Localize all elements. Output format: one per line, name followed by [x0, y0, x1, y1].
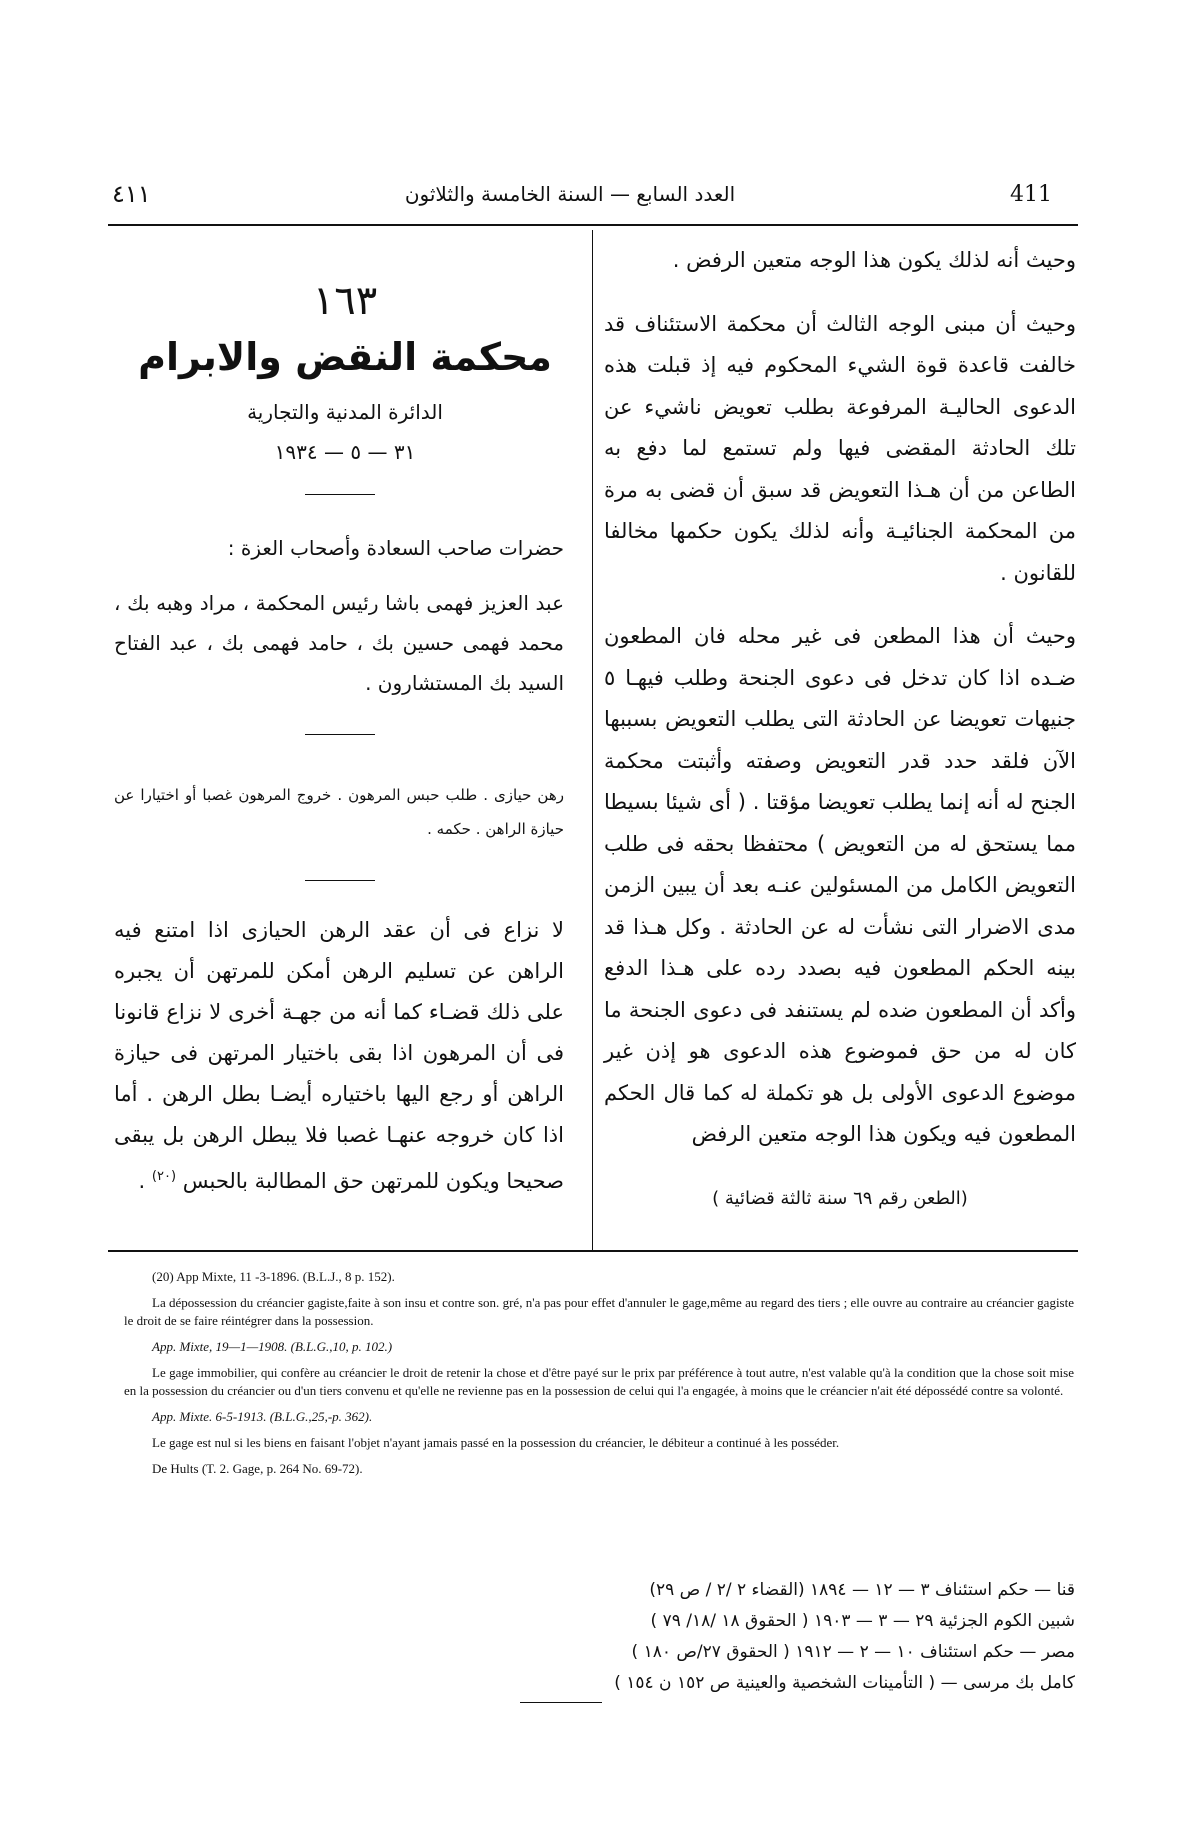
footnote-para-1: La dépossession du créancier gagiste,faite à son insu et contre son. gré, n'a pas pour effet d'annuler le gage,même au regard des tiers ; elle ouvre au contraire au créancier gagiste le droit de se faire réintégrer dans la possession. — [124, 1295, 1074, 1328]
keywords-separator — [305, 880, 375, 881]
right-column — [604, 240, 1076, 1156]
judges-names: عبد العزيز فهمى باشا رئيس المحكمة ، مراد وهبه بك ، محمد فهمى حسين بك ، حامد فهمى بك ، عبد الفتاح السيد بك المستشارون . — [114, 591, 564, 695]
footnote-ref-1: (20) App Mixte, 11 -3-1896. (B.L.J., 8 p. 152). — [152, 1269, 395, 1284]
footnote-ref-2: App. Mixte, 19—1—1908. (B.L.G.,10, p. 102.) — [152, 1339, 393, 1354]
principle-text: لا نزاع فى أن عقد الرهن الحيازى اذا امتنع فيه الراهن عن تسليم الرهن أمكن للمرتهن أن يجبره على ذلك قضـاء كما أنه من جهـة أخرى لا نزاع قانونا فى أن المرهون اذا بقى باختيار المرتهن فى حيازة الراهن أو رجع اليها باختياره أيضـا بطل الرهن . أما اذا كان خروجه عنهـا غصبا فلا يبطل الرهن بل يبقى صحيحا ويكون للمرتهن حق المطالبة بالحبس — [114, 918, 564, 1193]
right-paragraph-3: وحيث أن هذا المطعن فى غير محله فان المطعون ضـده اذا كان تدخل فى دعوى الجنحة وطلب فيهـا ٥ جنيهات تعويضا عن الحادثة التى يطلب التعويض بسببها الآن فلقد حدد قدر التعويض وصفته وأثبتت محكمة الجنح له أنه إنما يطلب تعويضا مؤقتا . ( أى شيئا بسيطا مما يستحق له من التعويض ) محتفظا بحقه فى طلب التعويض الكامل من المسئولين عنـه بعد أن يبين الزمن مدى الاضرار التى نشأت له عن الحادثة . وكل هـذا قد بينه الحكم المطعون فيه بصدد رده على هـذا الدفع وأكد أن المطعون ضده لم يستنفد فى دعوى الجنحة ما كان له من حق فموضوع هذه الدعوى هو إذن غير موضوع الدعوى الأولى بل هو تكملة له كما قال الحكم المطعون فيه ويكون هذا الوجه متعين الرفض — [604, 624, 1076, 1146]
court-name: محكمة النقض والابرام — [138, 335, 552, 379]
references-underline — [520, 1702, 602, 1703]
principle-end-dot: . — [138, 1169, 146, 1193]
footnote-ref-3: App. Mixte. 6-5-1913. (B.L.G.,25,-p. 362). — [152, 1409, 373, 1424]
page-number-arabic: ٤١١ — [112, 180, 151, 208]
footnote-rule — [108, 1250, 1078, 1252]
reference-item: قنا — حكم استئناف ٣ — ١٢ — ١٨٩٤ (القضاء ٢ /٢ / ص ٢٩) — [649, 1580, 1075, 1600]
page-number-latin: 411 — [1010, 182, 1052, 207]
footnote-reference: (٢٠) — [151, 1169, 177, 1184]
case-citation: (الطعن رقم ٦٩ سنة ثالثة قضائية ) — [712, 1188, 968, 1209]
footnotes — [124, 1268, 1074, 1486]
reference-item: كامل بك مرسى — ( التأمينات الشخصية والعينية ص ١٥٢ ن ١٥٤ ) — [614, 1673, 1075, 1693]
keywords: رهن حيازى . طلب حبس المرهون . خروج المرهون غصبا أو اختيارا عن حيازة الراهن . حكمه . — [114, 786, 564, 838]
header-rule — [108, 224, 1078, 226]
reference-item: شبين الكوم الجزئية ٢٩ — ٣ — ١٩٠٣ ( الحقوق ١٨ /١٨/ ٧٩ ) — [650, 1611, 1075, 1631]
running-title: العدد السابع — السنة الخامسة والثلاثون — [404, 182, 736, 206]
judges-intro: حضرات صاحب السعادة وأصحاب العزة : — [227, 536, 564, 560]
column-divider — [592, 230, 593, 1250]
case-number: ١٦٣ — [312, 278, 378, 324]
title-separator — [305, 494, 375, 495]
footnote-ref-4: De Hults (T. 2. Gage, p. 264 No. 69-72). — [152, 1461, 363, 1476]
footnote-para-3: Le gage est nul si les biens en faisant l'objet n'ayant jamais passé en la possession du créancier, le débiteur a continué à les posséder. — [152, 1435, 840, 1450]
references-list — [520, 1575, 1075, 1699]
legal-principle — [114, 910, 564, 1202]
judges-separator — [305, 734, 375, 735]
judgment-date: ٣١ — ٥ — ١٩٣٤ — [274, 440, 416, 464]
reference-item: مصر — حكم استئناف ١٠ — ٢ — ١٩١٢ ( الحقوق ٢٧/ص ١٨٠ ) — [631, 1642, 1075, 1662]
right-paragraph-1: وحيث أنه لذلك يكون هذا الوجه متعين الرفض . — [672, 248, 1076, 272]
footnote-para-2: Le gage immobilier, qui confère au créancier le droit de retenir la chose et d'être payé sur le prix par préférence à tout autre, n'est valable qu'à la condition que la chose soit mise en la possession du créancier ou d'un tiers convenu et qu'elle ne revienne pas en la possession de celui qui l'a engagée, à moins que le créancier n'ait été dépossédé contre sa volonté. — [124, 1365, 1074, 1398]
right-paragraph-2: وحيث أن مبنى الوجه الثالث أن محكمة الاستئناف قد خالفت قاعدة قوة الشيء المحكوم فيه إذ قبلت هذه الدعوى الحاليـة المرفوعة بطلب تعويض ناشيء عن تلك الحادثة المقضى فيها ولم تستمع لما دفع به الطاعن من أن هـذا التعويض قد سبق أن قضى به مرة من المحكمة الجنائيـة وأنه لذلك يكون حكمها مخالفا للقانون . — [604, 311, 1076, 585]
chamber-name: الدائرة المدنية والتجارية — [247, 400, 443, 424]
